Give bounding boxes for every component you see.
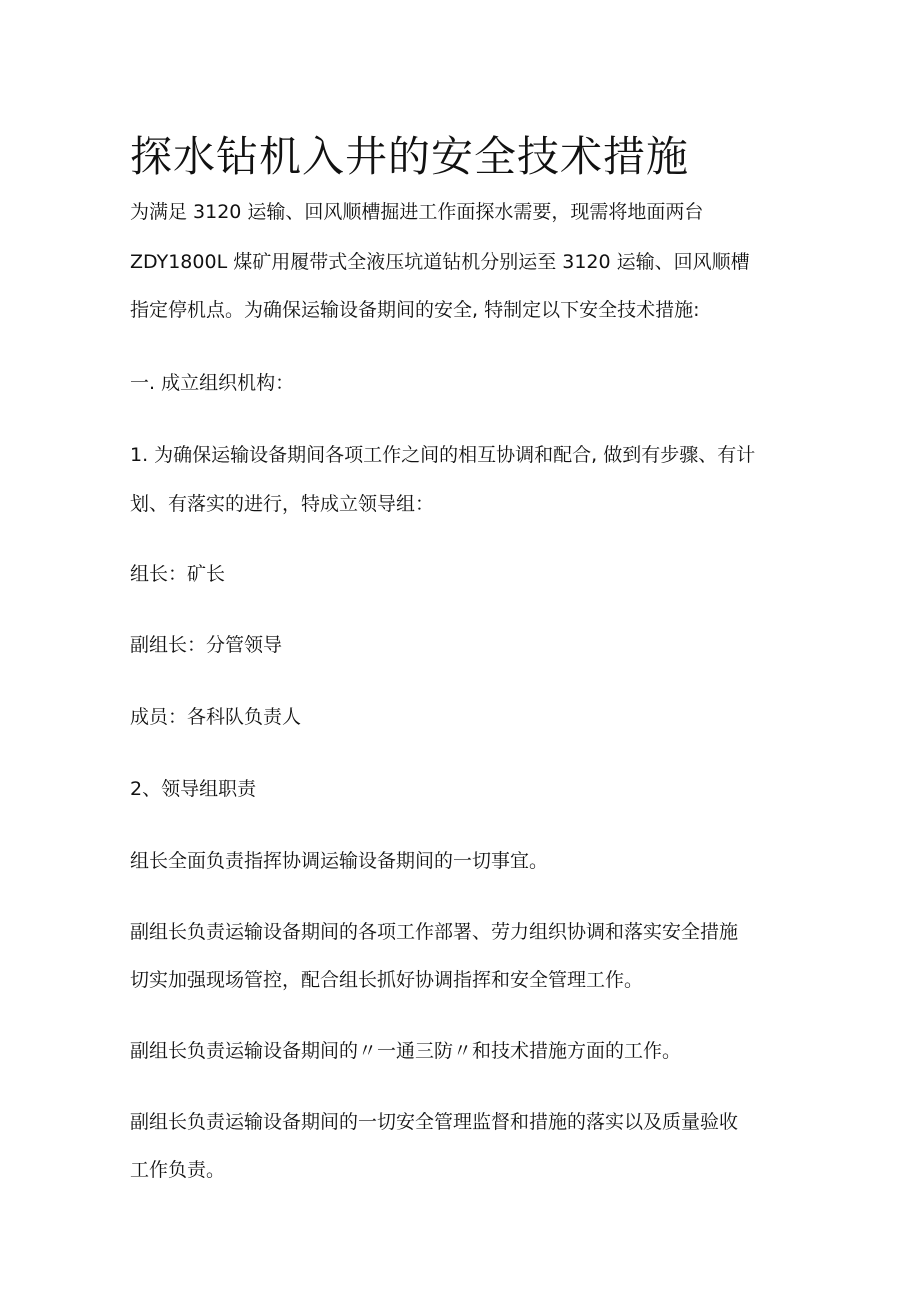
duty-2-line-1: 副组长负责运输设备期间的各项工作部署、劳力组织协调和落实安全措施 — [130, 921, 739, 943]
member-deputy-leader: 副组长：分管领导 — [130, 634, 283, 656]
item-1-line-1: 1. 为确保运输设备期间各项工作之间的相互协调和配合, 做到有步骤、有计 — [130, 444, 756, 466]
item-1-line-2: 划、有落实的进行，特成立领导组： — [130, 493, 435, 515]
intro-line-3: 指定停机点。为确保运输设备期间的安全, 特制定以下安全技术措施: — [130, 299, 700, 321]
section-1-heading: 一. 成立组织机构： — [130, 372, 295, 394]
member-members: 成员：各科队负责人 — [130, 706, 302, 728]
intro-line-1: 为满足 3120 运输、回风顺槽掘进工作面探水需要，现需将地面两台 — [130, 201, 704, 223]
duty-3-line-1: 副组长负责运输设备期间的〃一通三防〃和技术措施方面的工作。 — [130, 1040, 682, 1062]
document-title: 探水钻机入井的安全技术措施 — [130, 132, 690, 181]
duty-1-line-1: 组长全面负责指挥协调运输设备期间的一切事宜。 — [130, 850, 549, 872]
duty-4-line-2: 工作负责。 — [130, 1159, 226, 1181]
item-2-heading: 2、领导组职责 — [130, 778, 257, 800]
duty-2-line-2: 切实加强现场管控，配合组长抓好协调指挥和安全管理工作。 — [130, 969, 644, 991]
intro-line-2: ZDY1800L 煤矿用履带式全液压坑道钻机分别运至 3120 运输、回风顺槽 — [130, 251, 750, 273]
duty-4-line-1: 副组长负责运输设备期间的一切安全管理监督和措施的落实以及质量验收 — [130, 1111, 739, 1133]
member-leader: 组长：矿长 — [130, 563, 226, 585]
